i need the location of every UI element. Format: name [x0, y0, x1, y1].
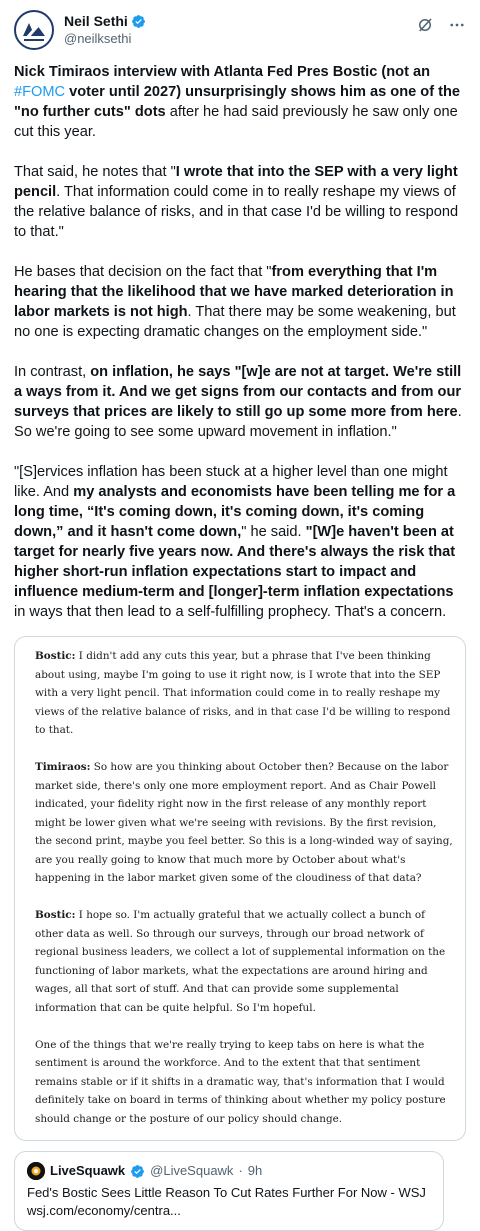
quoted-handle: @LiveSquawk	[150, 1163, 234, 1178]
fomc-hashtag-link[interactable]: #FOMC	[14, 84, 66, 100]
author-display-name[interactable]: Neil Sethi	[64, 13, 128, 29]
tweet-text-bold: voter until 2027) unsurprisingly shows him as one of the "no further cuts" dots	[14, 84, 460, 120]
avatar[interactable]	[14, 10, 54, 50]
tweet-text-bold: from everything that I'm hearing that the likelihood that we have marked deterioration in labor markets is not high	[14, 264, 454, 320]
tweet-text-plain: In contrast,	[14, 364, 91, 380]
tweet-text-plain: after he had said previously he saw only one cut this year.	[14, 104, 458, 140]
transcript-text	[35, 647, 455, 1128]
transcript-paragraph-2	[35, 758, 455, 888]
tweet-text-plain: . That information could come in to really reshape my views of the relative balance of risks, and in that case I'd be willing to respond to that."	[14, 184, 459, 240]
quoted-timestamp: 9h	[247, 1163, 263, 1178]
tweet-paragraph-2	[14, 162, 466, 242]
quoted-tweet[interactable]	[14, 1151, 444, 1231]
speaker-label: Bostic:	[35, 909, 76, 921]
tweet-text-bold: Nick Timiraos interview with Atlanta Fed Pres Bostic (not an	[14, 64, 431, 80]
tweet-paragraph-3	[14, 262, 466, 342]
tweet-text-plain: . That there may be some weakening, but no one is expecting dramatic changes on the employment side."	[14, 304, 456, 340]
transcript-line: I didn't add any cuts this year, but a phrase that I've been thinking about using, maybe I'm going to use it right now, is I wrote that into the SEP with a very light pencil. That information could come in to really reshape my views of the relative balance of risks, and in that case I'd be willing to respond to that.	[35, 650, 451, 736]
tweet-paragraph-4	[14, 362, 466, 442]
tweet-text-plain: "[S]ervices inflation has been stuck at a higher level than one might like. And	[14, 464, 448, 500]
tweet-text-plain: He bases that decision on the fact that "	[14, 264, 272, 280]
more-dots-icon[interactable]	[448, 16, 466, 34]
quoted-tweet-text: Fed's Bostic Sees Little Reason To Cut Rates Further For Now - WSJ	[27, 1185, 426, 1200]
quoted-display-name: LiveSquawk	[50, 1163, 126, 1178]
sethi-logo-icon	[14, 10, 54, 50]
tweet-text-bold: I wrote that into the SEP with a very light pencil	[14, 164, 458, 200]
quoted-tweet-link[interactable]: wsj.com/economy/centra...	[27, 1203, 181, 1218]
transcript-paragraph-4	[35, 1036, 455, 1129]
tweet-header	[14, 10, 466, 50]
tweet-text-bold: on inflation, he says "[w]e are not at target. We're still a ways from it. And we get signs from our contacts and from our surveys that prices are likely to still go up some more from here	[14, 364, 462, 420]
speaker-label: Bostic:	[35, 650, 76, 662]
verified-badge-icon	[131, 14, 146, 29]
transcript-line: So how are you thinking about October then? Because on the labor market side, there's only one more employment report. And as Chair Powell indicated, your fidelity right now in the first release of any monthly report might be lower given what we're seeing with revisions. By the first revision, the second print, maybe you feel better. So this is a long-winded way of saying, are you really going to know that much more by October about what's happening in the labor market given some of the cloudiness of that data?	[35, 761, 453, 884]
transcript-paragraph-3	[35, 906, 455, 1017]
tweet-paragraph-5	[14, 462, 466, 622]
speaker-label: Timiraos:	[35, 761, 91, 773]
livesquawk-avatar	[27, 1162, 45, 1180]
transcript-image[interactable]	[14, 636, 466, 1141]
header-actions	[416, 16, 466, 34]
tweet-text-bold: my analysts and economists have been telling me for a long time, “It's coming down, it's coming down, it's coming down,” and it hasn't come down,	[14, 484, 456, 540]
tweet-text-plain: That said, he notes that "	[14, 164, 176, 180]
tweet-paragraph-1	[14, 62, 466, 142]
verified-badge-icon	[130, 1164, 145, 1179]
author-handle[interactable]: @neilksethi	[64, 31, 132, 46]
transcript-line: One of the things that we're really trying to keep tabs on here is what the sentiment is around the workforce. And to the extent that that sentiment remains stable or if it shifts in a dramatic way, that's information that I would definitely take on board in terms of thinking about whether my policy posture should change or the posture of our policy should change.	[35, 1038, 446, 1125]
transcript-paragraph-1	[35, 647, 455, 740]
separator-dot: ·	[238, 1163, 243, 1178]
tweet-text-plain: . So we're going to see some upward movement in inflation."	[14, 404, 462, 440]
author-names	[64, 12, 146, 48]
tweet-text-plain: " he said.	[241, 524, 306, 540]
transcript-line: I hope so. I'm actually grateful that we actually collect a bunch of other data as well. So through our surveys, through our broad network of regional business leaders, we collect a lot of supplemental information on the functioning of labor markets, what the expectations are around hiring and wages, all that sort of stuff. And that can provide some supplemental information that can be quite helpful. So I'm hopeful.	[35, 909, 446, 1014]
tweet-text	[14, 62, 466, 622]
quoted-tweet-header	[27, 1162, 431, 1180]
slash-circle-icon[interactable]	[416, 16, 434, 34]
tweet-text-plain: in ways that then lead to a self-fulfilling prophecy. That's a concern.	[14, 604, 447, 620]
tweet-text-bold: "[W]e haven't been at target for nearly five years now. And there's always the risk that higher short-run inflation expectations start to impact and influence medium-term and [longer]-term inflation expectations	[14, 524, 456, 600]
